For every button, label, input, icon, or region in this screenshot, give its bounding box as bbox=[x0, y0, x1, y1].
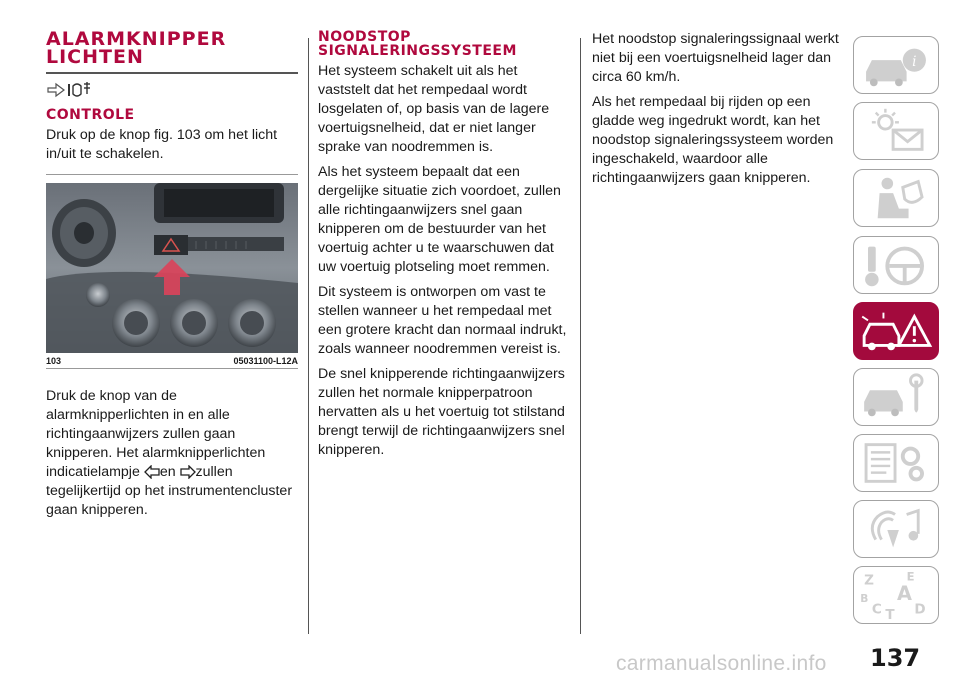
column-emergency-stop bbox=[318, 30, 570, 466]
tab-car-info[interactable] bbox=[853, 36, 939, 94]
index-letter: E bbox=[906, 569, 915, 584]
warning-lights-icon bbox=[854, 103, 938, 159]
column-alarm-lights bbox=[46, 30, 298, 526]
dashboard-photo bbox=[46, 183, 298, 353]
section-title: NOODSTOP SIGNALERINGSSYSTEEM bbox=[318, 29, 517, 59]
paragraph: Het noodstop signaleringssignaal werkt niet bij een voertuigsnelheid lager dan circa 60 km/h. bbox=[592, 31, 839, 85]
tab-index[interactable] bbox=[853, 566, 939, 624]
tab-multimedia[interactable] bbox=[853, 500, 939, 558]
section-title: ALARMKNIPPER LICHTEN bbox=[46, 28, 227, 68]
alphabetical-index-icon bbox=[854, 567, 938, 623]
hazard-indicator-icons bbox=[46, 80, 298, 100]
column-divider bbox=[580, 38, 581, 634]
index-letter: C bbox=[871, 601, 882, 618]
car-wrench-icon bbox=[854, 369, 938, 425]
paragraph: Druk de knop van de alarmknipperlichten in en alle richtingaanwijzers zullen gaan knipperen. Het alarmknipperlichten indicatielampje en zullen tegelijkertijd op het instrumentencluster gaan knipperen. bbox=[46, 387, 293, 518]
hazard-flasher-icon bbox=[46, 80, 94, 100]
paragraph: Druk op de knop fig. 103 om het licht in/uit te schakelen. bbox=[46, 126, 278, 162]
column-notes bbox=[592, 30, 842, 194]
figure-caption: 103 05031100-L12A bbox=[46, 353, 298, 369]
paragraph: De snel knipperende richtingaanwijzers zullen het normale knipperpatroon hervatten als u het voertuig tot stilstand brengt terwijl de richtingaanwijzers snel knipperen. bbox=[318, 366, 565, 458]
index-letter: T bbox=[885, 607, 895, 623]
tab-emergency[interactable] bbox=[853, 302, 939, 360]
tab-steering-key[interactable] bbox=[853, 236, 939, 294]
svg-text:i: i bbox=[912, 53, 917, 70]
right-arrow-indicator-icon bbox=[180, 465, 196, 479]
tab-warning-lights[interactable] bbox=[853, 102, 939, 160]
page-number: 137 bbox=[870, 644, 921, 672]
left-arrow-indicator-icon bbox=[144, 465, 160, 479]
paragraph: Het systeem schakelt uit als het vaststelt dat het rempedaal wordt losgelaten of, op basis van de lagere voertuigsnelheid, dat er niet langer sprake van noodremmen is. bbox=[318, 63, 550, 155]
paragraph: Als het rempedaal bij rijden op een gladde weg ingedrukt wordt, kan het noodstop signaleringssysteem worden ingeschakeld, waardoor alle richtingaanwijzers gaan knipperen. bbox=[592, 94, 834, 186]
paragraph: Dit systeem is ontworpen om vast te stellen wanneer u het rempedaal met een grotere kracht dan normaal indrukt, zoals wanneer noodremmen vereist is. bbox=[318, 284, 567, 357]
index-letter: A bbox=[896, 581, 912, 605]
index-letter: D bbox=[914, 601, 926, 618]
seat-safety-icon bbox=[854, 170, 938, 226]
tab-maintenance[interactable] bbox=[853, 368, 939, 426]
tab-seat-safety[interactable] bbox=[853, 169, 939, 227]
car-info-icon bbox=[854, 37, 938, 93]
subsection-title: CONTROLE bbox=[46, 106, 135, 123]
watermark: carmanualsonline.info bbox=[616, 652, 827, 675]
index-letter: B bbox=[860, 591, 869, 605]
multimedia-icon bbox=[854, 501, 938, 557]
paragraph: Als het systeem bepaalt dat een dergelijke situatie zich voordoet, zullen alle richtingaanwijzers snel gaan knipperen om de bestuurder van het voertuig achter u te waarschuwen dat uw voertuig plotseling moet remmen. bbox=[318, 164, 561, 275]
column-divider bbox=[308, 38, 309, 634]
figure bbox=[46, 174, 298, 369]
tab-specs[interactable] bbox=[853, 434, 939, 492]
index-letter: Z bbox=[864, 572, 874, 589]
emergency-car-icon bbox=[854, 303, 938, 359]
steering-wheel-key-icon bbox=[854, 237, 938, 293]
specs-gears-icon bbox=[854, 435, 938, 491]
title-rule bbox=[46, 72, 298, 74]
